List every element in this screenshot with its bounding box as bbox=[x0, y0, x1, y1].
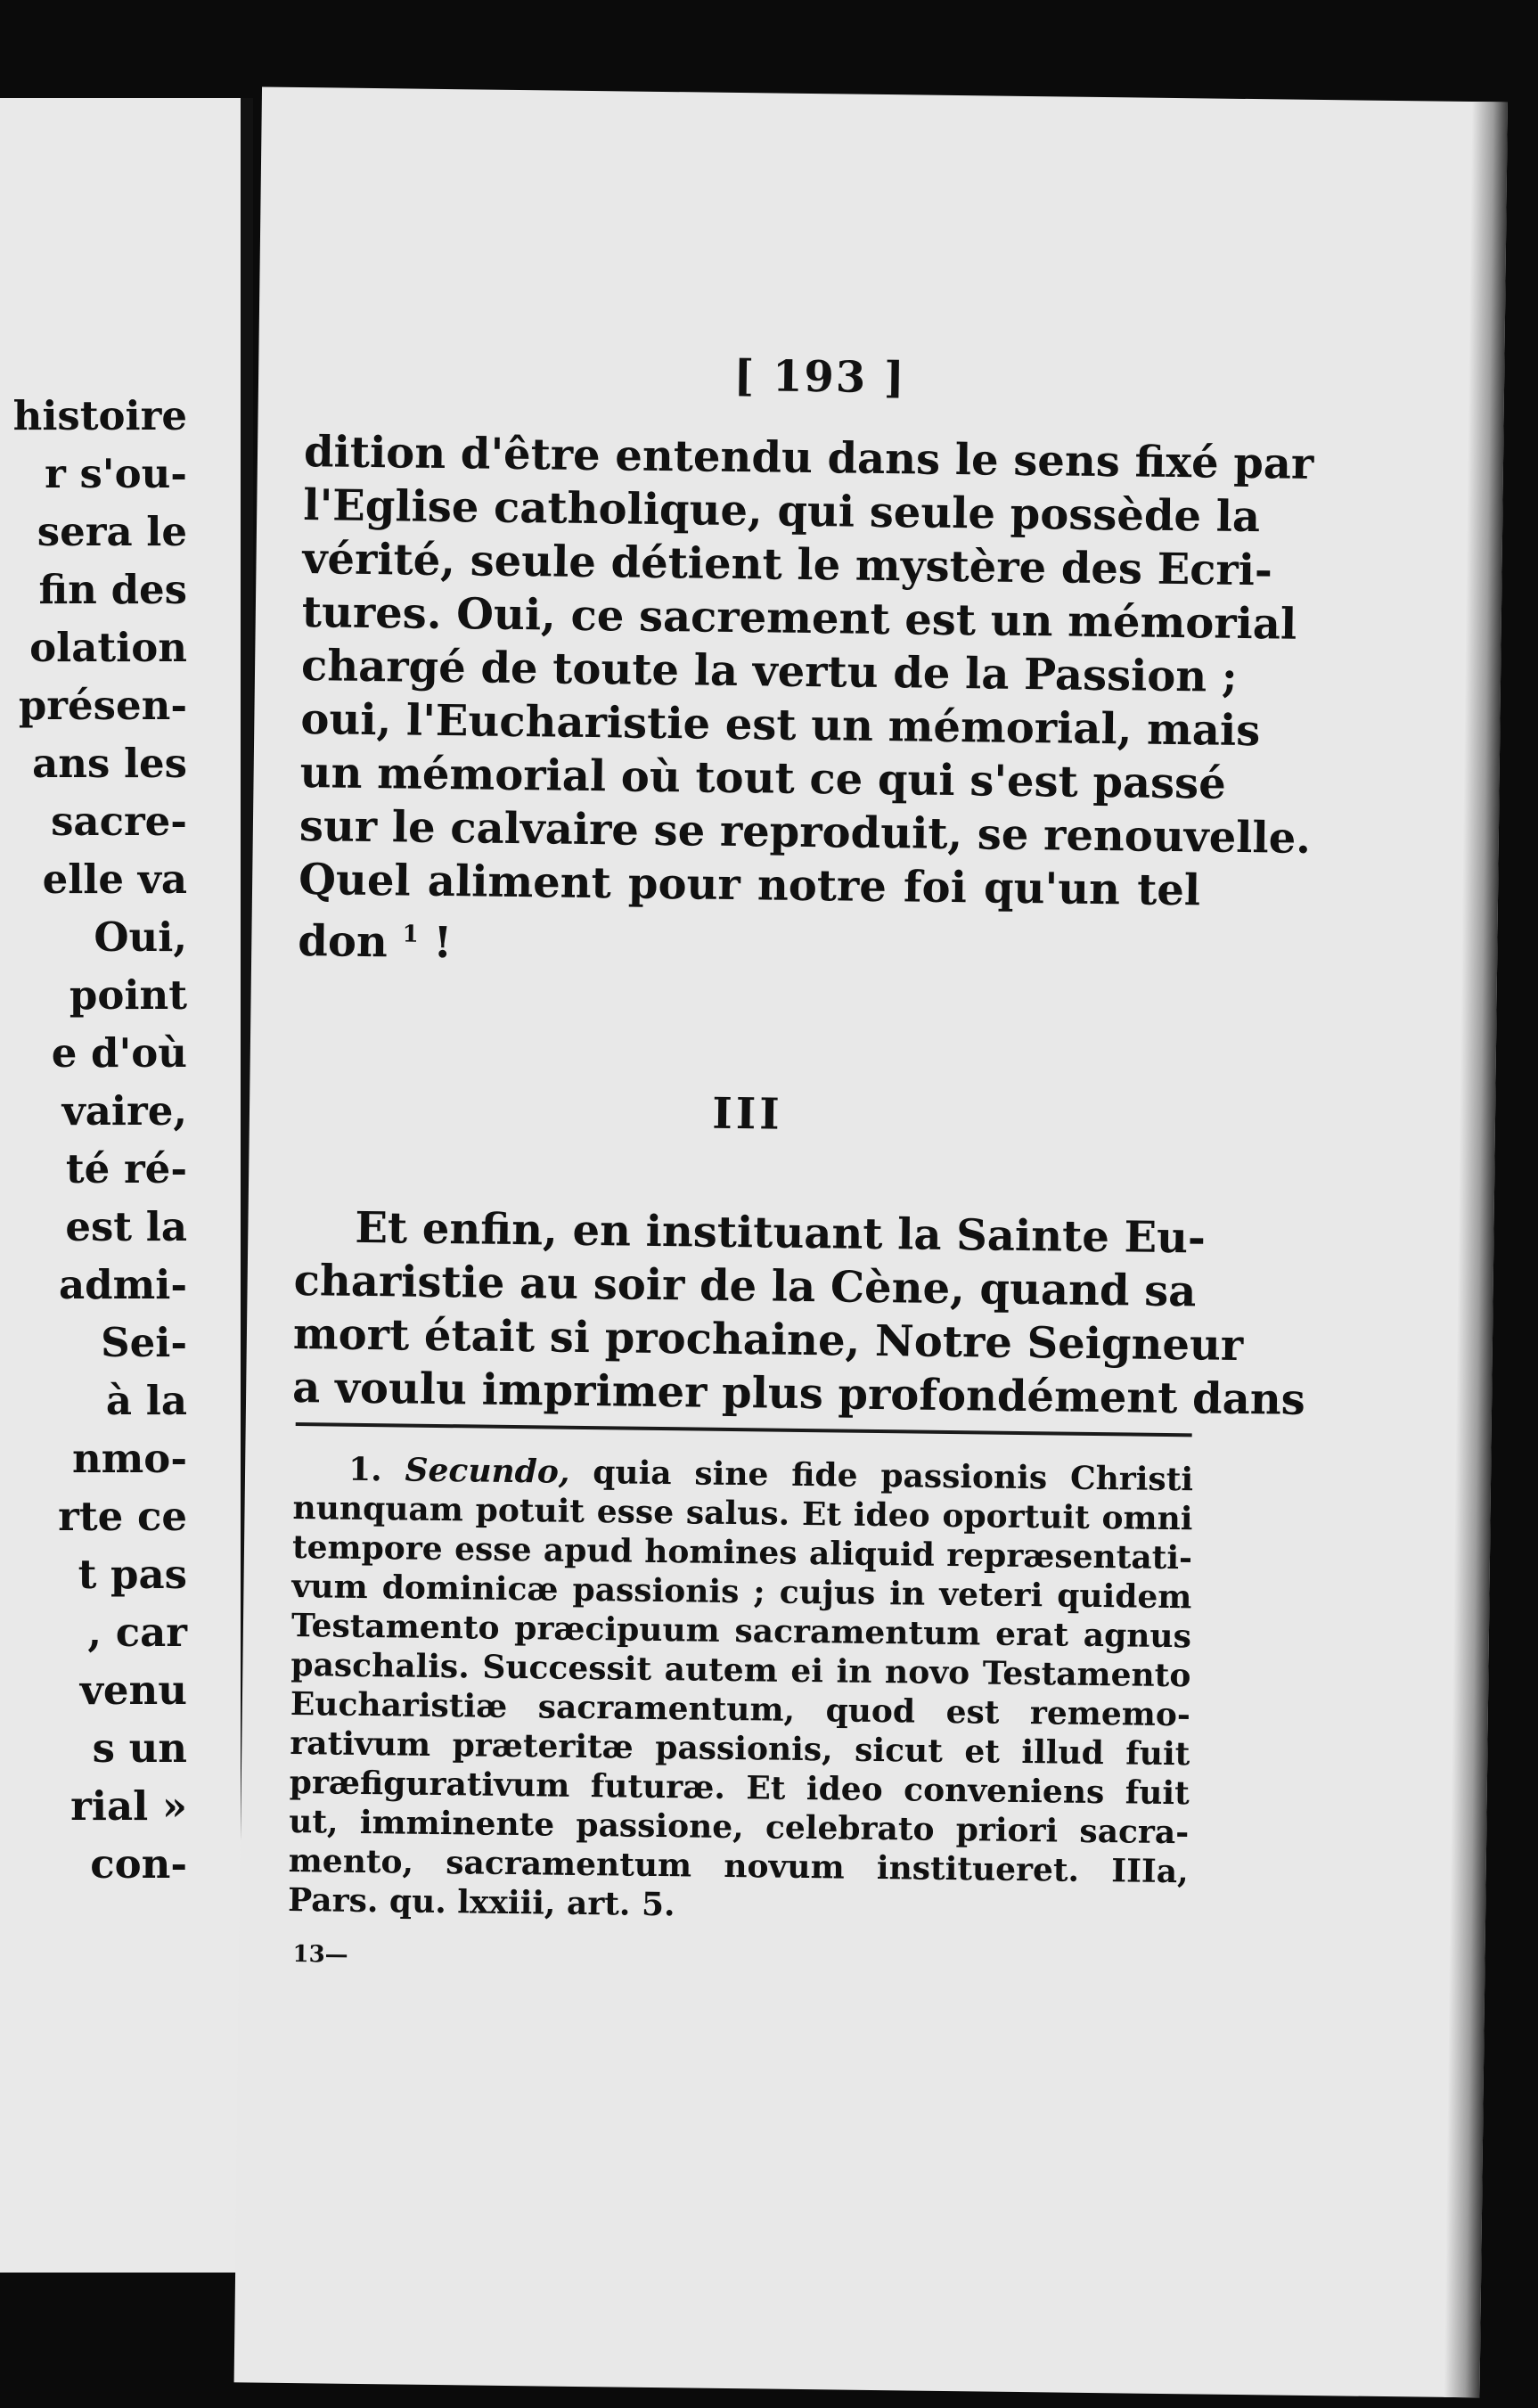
footnote-line: præfigurativum futuræ. Et ideo conveniens fuit bbox=[289, 1763, 1190, 1813]
body-line: tures. Oui, ce sacrement est un mémorial bbox=[301, 587, 1297, 650]
left-page-line: t pas bbox=[78, 1551, 187, 1598]
footnote-line: rativum præteritæ passionis, sicut et illud fuit bbox=[290, 1724, 1190, 1773]
left-page-line: r s'ou- bbox=[45, 450, 187, 497]
body-line: un mémorial où tout ce qui s'est passé bbox=[299, 748, 1227, 809]
left-page-line: admi- bbox=[58, 1261, 187, 1308]
page-number: [ 193 ] bbox=[733, 350, 906, 404]
left-page-line: olation bbox=[29, 624, 187, 671]
footnote-italic-word: Secundo, bbox=[405, 1451, 570, 1491]
body-line: Quel aliment pour notre foi qu'un tel bbox=[298, 855, 1201, 916]
left-page-line: présen- bbox=[18, 682, 187, 729]
footnote-reference[interactable]: 1 bbox=[402, 921, 419, 948]
body-line-end-word: don bbox=[298, 916, 389, 968]
left-page-line: sera le bbox=[37, 508, 187, 555]
left-page-line: con- bbox=[90, 1840, 187, 1888]
body-line: Et enfin, en instituant la Sainte Eu- bbox=[355, 1202, 1207, 1264]
left-page bbox=[0, 98, 253, 2273]
footnote-line: Eucharistiæ sacramentum, quod est rememo- bbox=[290, 1684, 1191, 1734]
left-page-line: à la bbox=[105, 1377, 187, 1424]
left-page-line: Oui, bbox=[94, 913, 187, 961]
left-page-line: histoire bbox=[12, 392, 187, 439]
body-line: sur le calvaire se reproduit, se renouvelle. bbox=[299, 801, 1312, 864]
left-page-line: elle va bbox=[42, 856, 187, 903]
left-page-line: vaire, bbox=[61, 1087, 187, 1134]
left-page-line: fin des bbox=[38, 566, 187, 613]
left-page-line: , car bbox=[87, 1609, 187, 1656]
footnote-line: paschalis. Successit autem ei in novo Testamento bbox=[290, 1645, 1191, 1695]
body-line: dition d'être entendu dans le sens fixé par bbox=[303, 427, 1314, 489]
body-line: oui, l'Eucharistie est un mémorial, mais bbox=[300, 694, 1261, 757]
left-page-line: té ré- bbox=[65, 1145, 187, 1192]
footnote-text: quia sine fide passionis Christi bbox=[593, 1454, 1194, 1499]
footnote-line: tempore esse apud homines aliquid repræsentati- bbox=[291, 1528, 1193, 1577]
left-page-line: s un bbox=[92, 1724, 187, 1772]
body-line: charistie au soir de la Cène, quand sa bbox=[293, 1255, 1197, 1317]
left-page-line: rte ce bbox=[58, 1493, 187, 1540]
footnote-line: Testamento præcipuum sacramentum erat agnus bbox=[290, 1606, 1192, 1656]
left-page-line: venu bbox=[79, 1667, 187, 1714]
body-line: vérité, seule détient le mystère des Ecri- bbox=[302, 534, 1273, 596]
right-page bbox=[234, 86, 1508, 2397]
left-page-line: Sei- bbox=[101, 1319, 187, 1366]
left-page-line: rial » bbox=[70, 1782, 187, 1830]
body-line: chargé de toute la vertu de la Passion ; bbox=[300, 641, 1238, 702]
left-page-line: nmo- bbox=[71, 1435, 187, 1482]
footnote-line: ut, imminente passione, celebrato priori sacra- bbox=[289, 1802, 1190, 1852]
left-page-line: ans les bbox=[32, 740, 187, 787]
body-line-last bbox=[298, 907, 1200, 978]
footnote-line-last: Pars. qu. lxxiii, art. 5. bbox=[287, 1880, 675, 1924]
footnote-line: nunquam potuit esse salus. Et ideo oportuit omni bbox=[292, 1489, 1193, 1538]
left-page-line: point bbox=[69, 971, 187, 1019]
body-line: a voulu imprimer plus profondément dans bbox=[291, 1362, 1306, 1425]
printer-signature: 13— bbox=[292, 1941, 348, 1969]
left-page-line: sacre- bbox=[51, 798, 187, 845]
body-line: mort était si prochaine, Notre Seigneur bbox=[292, 1308, 1244, 1372]
footnote-line: mento, sacramentum novum institueret. IIIa, bbox=[288, 1841, 1189, 1891]
footnote-separator bbox=[296, 1422, 1192, 1437]
left-page-line: e d'où bbox=[51, 1029, 187, 1077]
footnote-number: 1. bbox=[348, 1450, 382, 1489]
left-page-line: est la bbox=[65, 1203, 187, 1250]
body-line: l'Eglise catholique, qui seule possède la bbox=[302, 480, 1261, 543]
page-edge-shadow bbox=[1444, 102, 1507, 2397]
body-line-end-punct: ! bbox=[433, 917, 453, 969]
footnote-line: vum dominicæ passionis ; cujus in veteri quidem bbox=[291, 1567, 1192, 1617]
section-heading: III bbox=[711, 1088, 784, 1140]
